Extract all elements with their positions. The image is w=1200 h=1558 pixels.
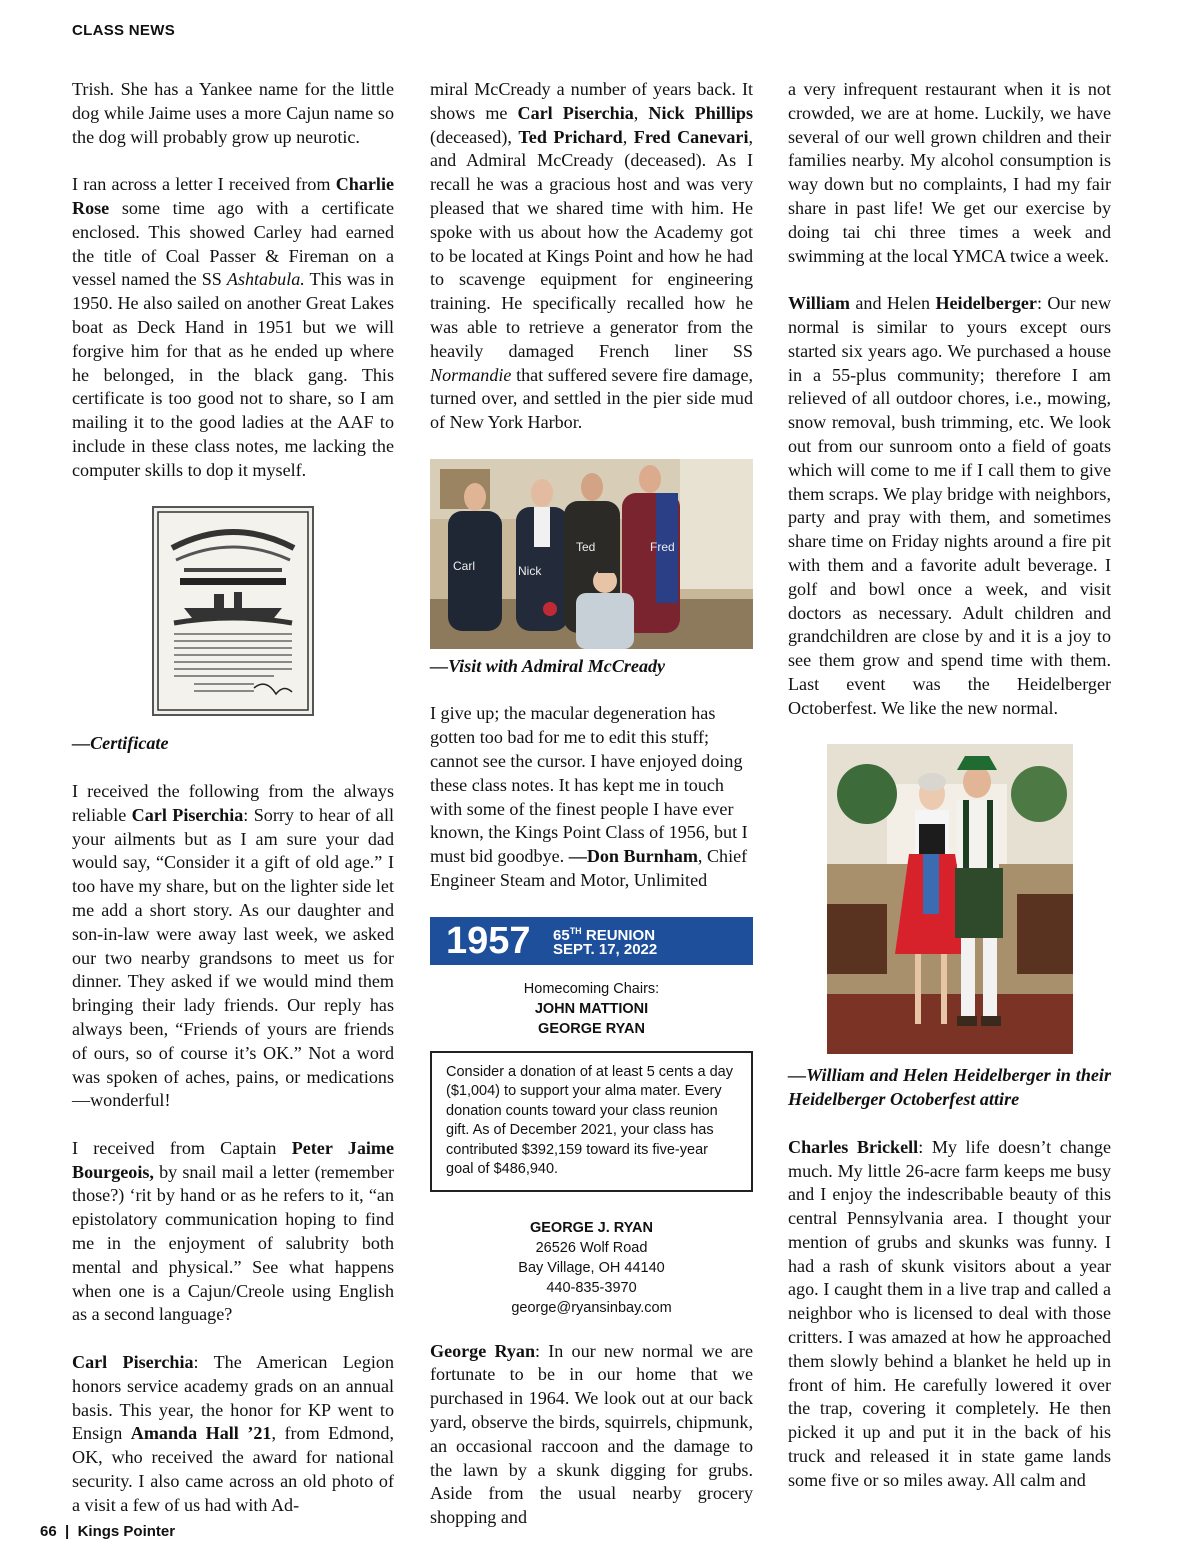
person-name: —Don Burnham [568,846,698,867]
certificate-image [152,506,314,716]
reunion-title: 65TH REUNION [553,925,656,944]
paragraph: miral McCready a number of years back. It shows me Carl Piserchia, Nick Phillips (deceased), Ted Prichard, Fred Canevari, and Admiral McCready (deceased). As I recall he was a gracious host and was very pleased that we shared time with him. He spoke with us about how the Academy got to be located at Kings Point and how he had to scavenge equipment for engineering training. He specifically recalled how he was able to retrieve a generator from the heavily damaged French liner SS Normandie that suffered severe fire damage, turned over, and settled in the pier side mud of New York Harbor. [430,79,754,433]
column-3 [788,78,1111,1516]
person-name: Carl Piserchia [131,804,244,825]
contact-email: george@ryansinbay.com [511,1299,672,1316]
caption-heidelberger: —William and Helen Heidelberger in their Heidelberger Octoberfest attire [788,1065,1111,1110]
paragraph: Carl Piserchia: The American Legion honors service academy grads on an annual basis. This year, the honor for KP went to Ensign Amanda Hall ’21, from Edmond, OK, who received the award for national security. I also came across an old photo of a visit a few of us had with Ad- [72,1352,394,1515]
footer-separator: | [65,1523,70,1540]
class-contact: GEORGE J. RYAN 26526 Wolf Road Bay Village, OH 44140 440-835-3970 george@ryansinbay.com [430,1218,753,1318]
paragraph: I received the following from the always reliable Carl Piserchia: Sorry to hear of all your ailments but as I am sure your dad would say, “Consider it a gift of old age.” I too have my share, but on the lighter side let me add a short story. As our daughter and son-in-law were away last week, we asked our two nearby grandsons to meet us for dinner. They asked if we would mind them bringing their lady friends. Our reply has always been, “Friends of yours are friends of ours, so of course it’s OK.” Not a word was spoken of aches, pains, or medications—wonderful! [72,780,395,1111]
homecoming-chairs: Homecoming Chairs: JOHN MATTIONI GEORGE RYAN [523,980,660,1037]
certificate-figure [72,506,394,716]
photo-label-carl: Carl [453,558,476,573]
caption-certificate: —Certificate [72,733,169,754]
column-2 [430,78,753,1554]
ship-name: Normandie [430,364,512,385]
person-name: George Ryan [430,1340,536,1361]
column-1 [72,78,394,1541]
heidelberger-figure [788,744,1111,1054]
photo-label-nick: Nick [518,563,542,578]
caption-admiral-visit: —Visit with Admiral McCready [430,655,666,676]
reunion-banner [430,917,753,965]
page-number: 66 [40,1523,57,1540]
paragraph: William and Helen Heidelberger: Our new normal is similar to yours except ours started six years ago. We purchased a house in a 55-plus community; therefore I am relieved of all outdoor chores, i.e., mowing, snow removal, bush trimming, etc. We look out from our sunroom onto a field of goats which will come to me if I call them to give them scraps. We play bridge with neighbors, party and pray with them, and sometimes share time on Friday nights around a fire pit with them and a favorite adult beverage. I golf and bowl once a week, and visit doctors as necessary. Adult children and grandchildren are close by and it is a joy to see them grow and spend time with them. Last event was the Heidelberger Octoberfest. We like the new normal. [788,293,1112,718]
person-name: Amanda Hall ’21 [130,1423,272,1444]
donation-box: Consider a donation of at least 5 cents a day ($1,004) to support your alma mater. Every donation counts toward your class reunion gift. As of December 2021, your class has contributed $392,159 toward its five-year goal of $486,940. [430,1051,753,1192]
reunion-date: SEPT. 17, 2022 [553,940,658,958]
person-name: Peter Jaime Bourgeois, [72,1137,395,1182]
paragraph: I ran across a letter I received from Charlie Rose some time ago with a certificate enclosed. This showed Carley had earned the title of Coal Passer & Fireman on a vessel named the SS Ashtabula. This was in 1950. He also sailed on another Great Lakes boat as Deck Hand in 1951 but we will forgive him for that as he ended up where he belonged, in the black gang. This certificate is too good not to share, so I am mailing it to the good ladies at the AAF to include in these class notes, me lacking the computer skills to dop it myself. [72,174,395,480]
ship-name: Ashtabula. [226,269,305,290]
photo-label-fred: Fred [650,539,675,554]
publication-name: Kings Pointer [77,1523,176,1540]
paragraph: I give up; the macular degeneration has gotten too bad for me to edit this stuff; cannot see the cursor. I have enjoyed doing these class notes. It has kept me in touch with some of the finest people I have ever known, the Kings Point Class of 1956, but I must bid goodbye. —Don Burnham, Chief Engineer Steam and Motor, Unlimited [430,703,748,890]
person-name: Charles Brickell [788,1136,919,1157]
heidelberger-photo [827,744,1073,1054]
person-name: Carl Piserchia [72,1352,194,1373]
paragraph: Charles Brickell: My life doesn’t change much. My little 26-acre farm keeps me busy and I enjoy the indescribable beauty of this central Pennsylvania area. I thought your mention of grubs and skunks was funny. I had a rash of skunk visitors about a year ago. I caught them in a live trap and called a neighbor who is licensed to deal with those critters. I was amazed at how he approached them slowly behind a blanket he held up in front of him. He carefully lowered it over the trap, covering it completely. He then picked it up and put it in the back of his truck and released it in state game lands some five or so miles away. All calm and [788,1136,1111,1490]
admiral-visit-photo [430,459,753,649]
page-footer [40,1523,175,1540]
section-label: CLASS NEWS [72,22,176,39]
paragraph: George Ryan: In our new normal we are fortunate to be in our home that we purchased in 1964. We look out at our back yard, observe the birds, squirrels, chipmunk, an occasional raccoon and the damage to the lawn by a skunk digging for grubs. Aside from the usual nearby grocery shopping and [430,1340,753,1528]
person-name: Charlie Rose [72,174,394,218]
paragraph: Trish. She has a Yankee name for the little dog while Jaime uses a more Cajun name so the dog will probably grow up neurotic. [72,79,394,147]
photo-label-ted: Ted [576,539,596,554]
class-year: 1957 [446,919,531,962]
paragraph: I received from Captain Peter Jaime Bourgeois, by snail mail a letter (remember those?) ‘rit by hand or as he refers to it, “an epistolatory communication hoping to find me in the enjoyment of salubrity both mental and physical.” See what happens when one is a Cajun/Creole using English as a second language? [72,1137,395,1325]
paragraph: a very infrequent restaurant when it is not crowded, we are at home. Luckily, we have several of our well grown children and their families nearby. My alcohol consumption is way down but no complaints, I had my fair share in past life! We get our exercise by doing tai chi three times a week and swimming at the local YMCA twice a week. [788,79,1111,266]
